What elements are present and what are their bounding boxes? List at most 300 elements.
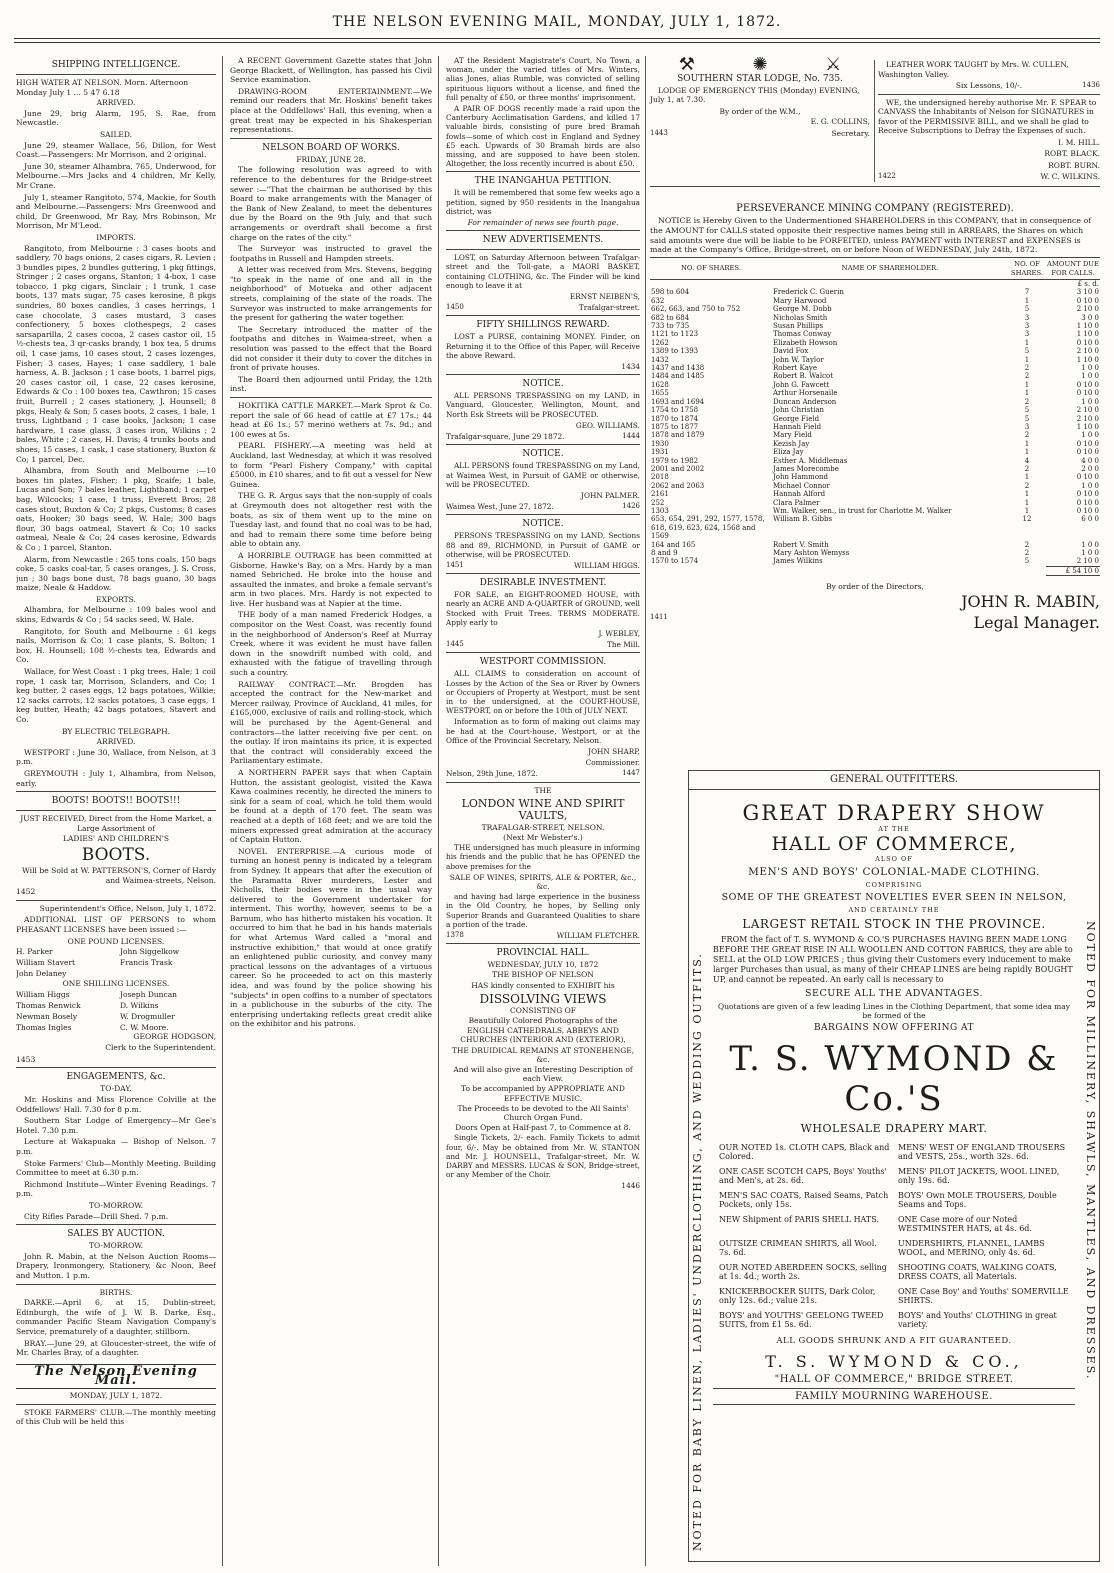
hall-bishop: THE BISHOP OF NELSON: [492, 970, 594, 980]
table-row: [650, 415, 1100, 423]
lost-sig2: Trafalgar-street.: [578, 303, 640, 313]
table-row: [650, 473, 1100, 481]
arrived-label: ARRIVED.: [96, 98, 136, 108]
birth-item: BRAY.—June 29, at Gloucester-street, the wife of Mr. Charles Bray, of a daughter.: [16, 1338, 216, 1358]
share-count: 2: [1024, 540, 1030, 549]
licence-name: H. Parker: [16, 947, 53, 957]
table-header: AMOUNT DUE FOR CALLS.: [1046, 258, 1100, 280]
exports-label: EXPORTS.: [96, 594, 136, 604]
share-count: 7: [1024, 288, 1030, 297]
lodge-order: By order of the W.M.,: [719, 106, 801, 116]
licence-name: D. Wilkins: [120, 1000, 159, 1010]
share-numbers: 733 to 735: [651, 322, 690, 331]
shareholder-name: Duncan Anderson: [773, 397, 837, 406]
dogs-para: A PAIR OF DOGS recently made a raid upon the Canterbury Acclimatisation Gardens, and killed 17 valuable birds, consisting of pure bred Bramah fowls—some of which cost in England and Sydney £5 each. Upwards of 30 Bramah birds are also missing, and are supposed to have been stolen. Altogether, the loss recently incurred is about £50.: [446, 104, 640, 169]
share-numbers: 598 to 604: [651, 288, 690, 297]
table-row: [650, 557, 1100, 566]
colonial-clothing: MEN'S AND BOYS' COLONIAL-MADE CLOTHING.: [748, 866, 1040, 878]
quotations: Quotations are given of a few leading Lines in the Clothing Department, that some idea may be formed of the: [718, 1002, 1070, 1020]
share-count: 3: [1024, 322, 1030, 331]
divider: [446, 171, 640, 172]
sailed-item: June 29, steamer Wallace, 56, Dillon, for West Coast.—Passengers: Mr Morrison, and 2 original.: [16, 140, 216, 160]
bargain-item: ONE Case more of our Noted WESTMINSTER HATS, at 4s. 6d.: [898, 1215, 1032, 1233]
share-numbers: 1930: [651, 439, 669, 448]
hall-music: To be accompanied by APPROPRIATE AND EFFECTIVE MUSIC.: [461, 1084, 625, 1103]
ad-number: 1446: [621, 1181, 640, 1191]
hall-druid: THE DRUIDICAL REMAINS AT STONEHENGE, &c.: [451, 1045, 635, 1064]
divider: [446, 943, 640, 944]
novelties: SOME OF THE GREATEST NOVELTIES EVER SEEN IN NELSON,: [721, 892, 1067, 903]
divider: [16, 900, 216, 901]
amount-due: 0 10 0: [1076, 473, 1099, 482]
shareholder-name: Elizabeth Howson: [773, 338, 838, 347]
shareholder-name: Kezish Jay: [773, 439, 810, 448]
amount-due: 1 0 0: [1081, 431, 1099, 440]
telegraph-item: WESTPORT : June 30, Wallace, from Nelson, at 3 p.m.: [16, 747, 216, 767]
westport-sig2: Commissioner.: [585, 758, 640, 768]
notice-place: Waimea West, June 27, 1872.: [446, 502, 554, 512]
sailed-item: June 30, steamer Alhambra, 765, Underwood, for Melbourne.—Mrs Jacks and 4 children, Mr Kelly, Mr Crane.: [16, 161, 216, 190]
shareholder-table: [650, 257, 1100, 576]
tomorrow-item: City Rifles Parade—Drill Shed. 7 p.m.: [24, 1211, 169, 1221]
masthead-rule-2: [14, 42, 1100, 43]
lodge-sig: E. G. COLLINS,: [810, 117, 870, 126]
amount-due: 1 0 0: [1081, 372, 1099, 381]
bargain-item: BOYS' Own MOLE TROUSERS, Double Seams and Tops.: [898, 1191, 1057, 1209]
compass-icon: ⚒: [678, 54, 695, 75]
licence-sig: GEORGE HODGSON,: [133, 1031, 216, 1041]
amount-due: 1 0 0: [1081, 481, 1099, 490]
imports-item: Alarm, from Newcastle : 265 tons coals, 150 bags coke, 5 casks coal-tar, 5 cases oranges, J. S. Cross, jun ; 30 bags bone dust, 78 bags guano, 30 bags maize, Neale & Haddow.: [16, 554, 216, 593]
table-row: [650, 339, 1100, 347]
hall-proceeds: The Proceeds to be devoted to the All Saints' Church Organ Fund.: [457, 1103, 629, 1123]
high-water: HIGH WATER AT NELSON. Morn. Afternoon: [16, 78, 189, 87]
shareholder-name: Eliza Jay: [773, 448, 804, 457]
drawing-para: DRAWING-ROOM ENTERTAINMENT.—We remind our readers that Mr. Hoskins' benefit takes place at the Oddfellows' Hall, this evening, when a great treat may be expected in his Shakesperian representations.: [230, 86, 432, 135]
share-numbers: 1437 and 1438: [651, 364, 705, 373]
share-count: 2: [1024, 464, 1030, 473]
share-count: 12: [1022, 515, 1032, 524]
notice-text: ALL PERSONS found TRESPASSING on my Land, at Waimea West, in Pursuit of GAME or otherwise, will be PROSECUTED.: [446, 461, 640, 489]
licence-name: Joseph Duncan: [120, 989, 178, 999]
share-count: 3: [1024, 422, 1030, 431]
bargain-item: OUTSIZE CRIMEAN SHIRTS, all Wool. 7s. 6d.: [719, 1239, 877, 1257]
signatory: W. C. WILKINS.: [1040, 172, 1100, 181]
share-numbers: 653, 654, 291, 292, 1577, 1578, 618, 619, 623, 624, 1568 and 1569: [651, 515, 765, 541]
ad-number: 1445: [446, 640, 464, 649]
table-row: [650, 356, 1100, 364]
ad-number: 1444: [622, 432, 640, 441]
ad-number: 1434: [621, 362, 640, 372]
share-count: 2: [1024, 549, 1030, 557]
table-row: [650, 423, 1100, 431]
divider: [16, 1067, 216, 1068]
shareholder-name: Nicholas Smith: [773, 313, 828, 322]
table-row: [650, 490, 1100, 498]
share-count: 2: [1024, 364, 1030, 373]
sailed-item: July 1, steamer Rangitoto, 574, Mackie, for South and Melbourne.—Passengers: Mrs Greenwood and child, Dr Greenwood, Mr Ray, Mrs Robinson, Mr Morrison, Mr M'Leod.: [16, 192, 216, 231]
vaults-text: and having had large experience in the business in the Old Country, he hopes, by Selling only Superior Brands and Guaranteed Qualities to share a portion of the trade.: [446, 892, 640, 929]
swords-icon: ⚔: [825, 54, 842, 75]
amount-due: 0 10 0: [1076, 506, 1099, 515]
divider: [16, 1404, 216, 1405]
table-row: [650, 330, 1100, 338]
share-count: 2: [1024, 431, 1030, 440]
table-header: NO. OF SHARES.: [1008, 258, 1046, 280]
column-divider: [438, 56, 439, 1566]
vaults-sig: WILLIAM FLETCHER.: [556, 931, 640, 941]
bargain-item: MEN'S SAC COATS, Raised Seams, Patch Pockets, only 15s.: [719, 1191, 889, 1209]
shareholder-name: Robert Kaye: [773, 364, 817, 373]
table-row: [650, 406, 1100, 414]
drapery-mart: WHOLESALE DRAPERY MART.: [800, 1122, 988, 1135]
licence-sig2: Clerk to the Superintendent.: [105, 1043, 216, 1053]
mining-notice-text: NOTICE is Hereby Given to the Undermentioned SHAREHOLDERS in this COMPANY, that in consequence of the AMOUNT for CALLS stated opposite their respective names being still in ARREARS, the Shares on which said amounts were due will be liable to be FORFEITED, unless PAYMENT with INTEREST and EXPENSES is made at the Company's Office, Bridge-street, on or before Noon of WEDNESDAY, July 24th, 1872.: [650, 216, 1092, 255]
vaults-title: LONDON WINE AND SPIRIT VAULTS,: [461, 796, 625, 822]
signatory: ROBT. BURN.: [1048, 160, 1100, 170]
divider: [16, 74, 216, 75]
hall-photos: Beautifully Colored Photographs of the: [468, 1016, 618, 1026]
lodge-emblem: [650, 54, 870, 75]
table-row: [650, 297, 1100, 305]
shareholder-name: Hannah Alford: [773, 490, 826, 499]
hall-desc: And will also give an Interesting Description of each View.: [453, 1065, 633, 1084]
notice-sig: JOHN PALMER.: [581, 490, 640, 500]
table-row: [650, 507, 1100, 515]
share-numbers: 662, 663, and 750 to 752: [651, 305, 741, 314]
reward-ad: LOST a PURSE, containing MONEY. Finder, on Returning it to the Office of this Paper, will Receive the above Reward.: [446, 332, 640, 360]
amount-due: 1 0 0: [1081, 540, 1099, 549]
telegraph-arrived: ARRIVED.: [96, 737, 136, 747]
exports-item: Alhambra, for Melbourne : 109 bales wool and skins, Edwards & Co ; 54 sacks seed, W. Hale.: [16, 605, 216, 625]
bargain-item: ONE CASE SCOTCH CAPS, Boys' Youths' and Men's, at 2s. 6d.: [719, 1167, 887, 1185]
table-row: [650, 322, 1100, 330]
amount-due: 0 10 0: [1076, 338, 1099, 347]
outfitters-body: [713, 795, 1075, 1408]
shareholder-name: Hannah Field: [773, 422, 822, 431]
tomorrow-label: TO-MORROW.: [88, 1201, 143, 1210]
leather-ad: LEATHER WORK TAUGHT by Mrs. W. CULLEN, Washington Valley.: [878, 60, 1069, 79]
share-count: 1: [1024, 380, 1030, 389]
ad-number: 1422: [878, 172, 896, 180]
licence-name: John Delaney: [16, 969, 67, 979]
bargain-item: MENS' PILOT JACKETS, WOOL LINED, only 19s. 6d.: [898, 1167, 1060, 1185]
bargain-item: BOYS' and Youths' CLOTHING in great variety.: [898, 1311, 1057, 1329]
shareholder-name: George Field: [773, 414, 820, 423]
total-amount: £ 54 10 0: [1046, 566, 1100, 575]
share-count: 3: [1024, 330, 1030, 339]
divider: [446, 315, 640, 316]
divider: [650, 186, 1100, 187]
share-numbers: 2161: [651, 490, 669, 499]
works-para: The following resolution was agreed to with reference to the debentures for the Bridge-street sewer :—"That the chairman be authorised by this Board to make arrangements with the Manager of the Bank of New Zealand, to meet the debentures due by the Board on the 9th July, and that such arrangements or overdraft shall become a first charge on the rates of the city.": [230, 165, 432, 242]
gazette-para: A RECENT Government Gazette states that John George Blackett, of Wellington, has passed his Civil Service examination.: [230, 56, 432, 85]
amount-due: 0 10 0: [1076, 296, 1099, 305]
ad-number: 1378: [446, 931, 464, 940]
licence-name: C. W. Moore.: [120, 1022, 169, 1032]
boots-sold: Will be Sold at W. PATTERSON'S, Corner of Hardy and Waimea-streets, Nelson.: [21, 865, 216, 885]
vertical-slogan-right: NOTED FOR MILLINERY, SHAWLS, MANTLES, AND DRESSES.: [1084, 921, 1097, 1381]
table-row: [650, 305, 1100, 313]
today-item: Mr. Hoskins and Miss Florence Colville at the Oddfellows' Hall. 7.30 for 8 p.m.: [16, 1095, 216, 1114]
divider: [446, 514, 640, 515]
licence-name: William Stavert: [16, 958, 76, 968]
share-numbers: 2062 and 2063: [651, 481, 705, 490]
licence-name: Newman Bosely: [16, 1011, 78, 1021]
arrived-text: June 29, brig Alarm, 195, S. Rae, from Newcastle.: [16, 108, 216, 128]
vertical-slogan-left: NOTED FOR BABY LINEN, LADIES' UNDERCLOTHING, AND WEDDING OUTFITS.: [691, 952, 704, 1551]
divider: [874, 60, 875, 182]
table-row: [650, 364, 1100, 372]
one-pound-names: [16, 947, 216, 978]
share-numbers: 2001 and 2002: [651, 464, 705, 473]
lost-ad: LOST, on Saturday Afternoon between Trafalgar-street and the Toll-gate, a MAORI BASKET, containing CLOTHING, &c. The Finder will be kind enough to leave it at: [446, 253, 640, 290]
share-numbers: 1931: [651, 448, 669, 457]
largest-stock: LARGEST RETAIL STOCK IN THE PROVINCE.: [742, 917, 1046, 931]
amount-due: 3 0 0: [1081, 313, 1099, 322]
shareholder-name: James Morecombe: [773, 464, 839, 473]
share-count: 1: [1024, 448, 1030, 457]
invest-sig: J. WEBLEY,: [598, 628, 640, 638]
divider: [878, 94, 1100, 95]
bargain-item: SHOOTING COATS, WALKING COATS, DRESS COATS, all Materials.: [898, 1263, 1057, 1281]
shareholder-name: Mary Harwood: [773, 296, 827, 305]
ad-number: 1426: [622, 502, 640, 511]
shareholder-name: Clara Palmer: [773, 498, 820, 507]
column-2: [230, 56, 432, 1566]
wymond-footer: T. S. WYMOND & CO.,: [765, 1352, 1023, 1371]
share-numbers: 252: [651, 498, 665, 507]
licence-name: [120, 969, 216, 978]
share-count: 5: [1024, 557, 1030, 566]
family-mourning: FAMILY MOURNING WAREHOUSE.: [713, 1388, 1075, 1405]
one-pound-label: ONE POUND LICENSES.: [67, 936, 165, 946]
notice-title: NOTICE.: [522, 379, 564, 390]
vaults-sale: SALE OF WINES, SPIRITS, ALE & PORTER, &c., &c.: [449, 872, 637, 891]
table-row: [650, 549, 1100, 557]
westport-title: WESTPORT COMMISSION.: [479, 657, 607, 668]
invest-sig2: The Mill.: [607, 640, 640, 650]
share-count: 2: [1024, 481, 1030, 490]
table-row: [650, 515, 1100, 540]
news-para: THE body of a man named Frederick Hodges, a compositor on the West Coast, was recently found in the neighborhood of Anderson's Reef at Murray Creek, where it was evident he must have fallen down in the snowdrift numbed with cold, and exhausted with the fatigue of travelling through such a country.: [230, 610, 432, 678]
licence-name: W. Drogmuller: [120, 1011, 175, 1021]
amount-due: 0 10 0: [1076, 389, 1099, 398]
table-row: [650, 372, 1100, 380]
divider: [230, 138, 432, 139]
share-count: 1: [1024, 473, 1030, 482]
ad-number: 1452: [16, 887, 36, 897]
hall-tickets: Single Tickets, 2/- each. Family Tickets to admit four, 6/-. May be obtained from Mr. W. STANTON and Mr. J. HOUNSELL, Trafalgar-street, Mr. W. DARBY and MESSRS. LUCAS & SON, Bridge-street, or any Member of the Choir.: [446, 1133, 640, 1180]
telegraph-label: BY ELECTRIC TELEGRAPH.: [61, 726, 171, 736]
share-count: 5: [1024, 414, 1030, 423]
shareholder-name: Thomas Conway: [773, 330, 832, 339]
lost-sig: ERNST NEIBEN'S,: [569, 292, 640, 302]
ad-number: 1447: [622, 769, 640, 778]
share-count: 1: [1024, 355, 1030, 364]
court-para: AT the Resident Magistrate's Court, No Town, a woman, under the varied titles of Mrs. Winters, alias Jones, alias Rumble, was convicted of selling spirituous liquors without a license, and fined the full penalty of £50, or three months' imprisonment.: [446, 56, 640, 102]
shareholder-name: John Hammond: [773, 473, 829, 482]
table-row: [650, 457, 1100, 465]
leather-lessons: Six Lessons, 10/-.: [955, 81, 1023, 90]
share-count: 1: [1024, 338, 1030, 347]
bargain-item: OUR NOTED 1s. CLOTH CAPS, Black and Colored.: [719, 1143, 890, 1161]
hall-title: PROVINCIAL HALL.: [496, 948, 590, 959]
licence-name: John Siggelkow: [120, 947, 180, 957]
shareholder-name: Robert B. Walcot: [773, 372, 834, 381]
share-numbers: 1262: [651, 338, 669, 347]
shareholder-name: Robert V. Smith: [773, 540, 829, 549]
ad-number: 1450: [446, 303, 464, 312]
share-count: 1: [1024, 498, 1030, 507]
amount-due: 3 10 0: [1076, 288, 1099, 297]
masthead: THE NELSON EVENING MAIL, MONDAY, JULY 1, 1872.: [332, 14, 782, 30]
wymond-address: "HALL OF COMMERCE," BRIDGE STREET.: [774, 1374, 1014, 1385]
lodge-title: SOUTHERN STAR LODGE, No. 735.: [677, 73, 843, 84]
share-count: 1: [1024, 439, 1030, 448]
table-row: [650, 499, 1100, 507]
at-the: AT THE: [878, 825, 910, 833]
ad-number: 1411: [650, 613, 668, 622]
shrunk: ALL GOODS SHRUNK AND A FIT GUARANTEED.: [776, 1336, 1012, 1346]
share-count: 5: [1024, 406, 1030, 415]
vaults-the: THE: [534, 785, 552, 795]
imports-label: IMPORTS.: [96, 232, 136, 242]
works-para: The Board then adjourned until Friday, the 12th inst.: [230, 374, 432, 394]
table-row: [650, 541, 1100, 549]
shareholder-name: David Fox: [773, 347, 809, 356]
amount-due: 1 0 0: [1081, 397, 1099, 406]
bargain-item: KNICKERBOCKER SUITS, Dark Color, only 12s. 6d.; value 21s.: [719, 1287, 876, 1305]
works-para: The Secretary introduced the matter of the footpaths and ditches in Waimea-street, when a resolution was passed to the effect that the Board did not consider it their duty to cover the ditches in front of private houses.: [230, 324, 432, 373]
petition-more: For remainder of news see fourth page.: [467, 218, 619, 228]
share-numbers: 1570 to 1574: [651, 557, 699, 566]
works-title: NELSON BOARD OF WORKS.: [262, 142, 400, 153]
table-row: [650, 448, 1100, 456]
amount-due: 1 0 0: [1081, 364, 1099, 373]
invest-text: FOR SALE, an EIGHT-ROOMED HOUSE, with nearly an ACRE AND A-QUARTER of GROUND, well Stocked with Fruit Trees. TERMS MODERATE. Apply early to: [446, 590, 640, 627]
bargains: BARGAINS NOW OFFERING AT: [813, 1023, 975, 1033]
share-numbers: 164 and 165: [651, 540, 696, 549]
imports-item: Alhambra, from South and Melbourne :—10 boxes tin plates, Fisher; 1 pkg, Scaife; 1 bale, Lucas and Son; 7 bales leather, Lightband; 1 carpet bag, Wilcocks; 1 case, 1 truss, Everett Bros; 28 cases stout, Buxton & Co; 2 pkgs, Customs; 8 cases oats, Hooker; 30 bags seed, W. Hale; 300 bags flour, 30 bags oatmeal, Stavert & Co; 10 sacks oatmeal, Neale & Co; 24 cases kerosine, Edwards & Co ; 1 parcel, Stanton.: [16, 466, 216, 552]
share-count: 1: [1024, 296, 1030, 305]
share-count: 1: [1024, 389, 1030, 398]
shareholder-name: George M. Dobb: [773, 305, 832, 314]
boots-title: BOOTS! BOOTS!! BOOTS!!!: [51, 796, 181, 807]
today-label: TO-DAY.: [100, 1084, 132, 1094]
table-row: [650, 440, 1100, 448]
divider: [16, 1224, 216, 1225]
bargain-item: OUR NOTED ABERDEEN SOCKS, selling at 1s. 4d.; worth 2s.: [719, 1263, 887, 1281]
divider: [446, 374, 640, 375]
bargain-item: ONE Case Boy' and Youths' SOMERVILLE SHIRTS.: [898, 1287, 1069, 1305]
amount-due: 4 0 0: [1081, 456, 1099, 465]
hall-doors: Doors Open at Half-past 7, to Commence at 8.: [455, 1123, 631, 1133]
shareholder-name: John G. Fawcett: [773, 380, 830, 389]
amount-due: 2 10 0: [1076, 406, 1099, 415]
table-row: [650, 314, 1100, 322]
amount-due: 2 10 0: [1076, 347, 1099, 356]
westport-text: Information as to form of making out claims may be had at the Court-house, Westport, or at the Office of the Provincial Secretary, Nelson.: [446, 717, 640, 745]
vaults-next: (Next Mr Webster's.): [503, 832, 583, 842]
amount-due: 1 0 0: [1081, 549, 1099, 557]
share-numbers: 1875 to 1877: [651, 422, 699, 431]
news-para: PEARL FISHERY.—A meeting was held at Auckland, last Wednesday, at which it was resolved to form "Pearl Fishery Company," with capital £5000, in £10 shares, and to fit out a vessel for New Guinea.: [230, 441, 432, 489]
wymond-title: T. S. WYMOND & Co.'S: [729, 1039, 1059, 1119]
share-numbers: 1655: [651, 389, 669, 398]
auction-title: SALES BY AUCTION.: [67, 1229, 165, 1240]
vaults-text: THE undersigned has much pleasure in informing his friends and the public that he has OPENED the above premises for the: [446, 843, 640, 871]
notice-title: NOTICE.: [522, 519, 564, 530]
news-para: NOVEL ENTERPRISE.—A curious mode of turning an honest penny is indicated by a telegram from Sydney. It appears that after the execution of the Paramatta River murderers, Lester and Nicholls, their bodies were in the usual way delivered to the Government undertaker for interment. This worthy, however, seems to be a Barnum, who has hitherto mistaken his vocation. It occurred to him that he bad in his hands materials for what Artemus Ward called a "moral and instructive exhibition," that would at once gratify an enlightened public curiosity, and convey many practical lessons on the advantages of a virtuous career. So he proceeded to act on this masterly idea, and was found by the police showing his "subjects" in open coffins to a number of spectators in a publichouse in the suburbs of the city. The enterprising undertaking reflects great credit alike on the exhibitor and his patrons.: [230, 846, 432, 1029]
share-numbers: 8 and 9: [651, 549, 678, 557]
table-row: [650, 398, 1100, 406]
invest-title: DESIRABLE INVESTMENT.: [479, 578, 607, 589]
reward-title: FIFTY SHILLINGS REWARD.: [476, 320, 610, 331]
table-header: NO. OF SHARES.: [650, 258, 772, 280]
births-label: BIRTHS.: [99, 1287, 133, 1297]
lodge-ad: [650, 54, 870, 182]
works-para: The Surveyor was instructed to gravel the footpaths in Russell and Hampden streets.: [230, 244, 432, 263]
westport-sig: JOHN SHARP,: [588, 746, 640, 756]
ad-number: 1453: [16, 1054, 36, 1064]
table-header: NAME OF SHAREHOLDER.: [772, 258, 1008, 280]
one-shilling-names: [16, 990, 216, 1032]
amount-due: 2 10 0: [1076, 305, 1099, 314]
vaults-addr: TRAFALGAR-STREET, NELSON.: [481, 822, 605, 832]
divider: [446, 230, 640, 231]
lodge-sig2: Secretary.: [831, 128, 870, 138]
new-ads-title: NEW ADVERTISEMENTS.: [482, 235, 604, 246]
table-row: [650, 381, 1100, 389]
hall-consented: HAS kindly consented to EXHIBIT his: [471, 980, 615, 990]
currency-label: £ s. d.: [1077, 280, 1099, 288]
share-numbers: 1389 to 1393: [651, 347, 699, 356]
amount-due: 2 10 0: [1076, 414, 1099, 423]
table-row: [650, 465, 1100, 473]
shareholder-name: Mary Field: [773, 431, 812, 440]
signatory: ROBT. BLACK.: [1044, 149, 1100, 158]
licence-name: Thomas Renwick: [16, 1000, 81, 1010]
divider: [446, 782, 640, 783]
licence-name: Francis Trask: [120, 958, 173, 968]
drapery-show: GREAT DRAPERY SHOW: [742, 801, 1046, 825]
auction-tomorrow: TO-MORROW.: [88, 1241, 143, 1251]
mining-order: By order of the Directors,: [826, 582, 924, 592]
table-row: [650, 482, 1100, 490]
amount-due: 2 10 0: [1076, 557, 1099, 566]
shareholder-name: John Christian: [773, 406, 825, 415]
share-numbers: 1693 and 1694: [651, 397, 705, 406]
shareholder-name: John W. Taylor: [773, 355, 824, 364]
share-numbers: 1979 to 1982: [651, 456, 699, 465]
telegraph-item: GREYMOUTH : July 1, Alhambra, from Nelson, early.: [16, 768, 216, 788]
divider: [446, 249, 640, 250]
notice-title: NOTICE.: [522, 449, 564, 460]
hall-cathedrals: ENGLISH CATHEDRALS, ABBEYS AND CHURCHES (INTERIOR AND (EXTERIOR),: [460, 1026, 626, 1045]
mining-notice: [650, 200, 1100, 760]
outfitters-header: GENERAL OUTFITTERS.: [689, 771, 1099, 790]
shareholder-name: William B. Gibbs: [773, 515, 833, 524]
birth-item: DARKE.—April 6, at 15, Dublin-street, Edinburgh, the wife of J. W. B. Darke, Esq., commander Pacific Steam Navigation Company's Service, prematurely of a daughter, stillborn.: [16, 1298, 216, 1336]
exports-item: Wallace, for West Coast : 1 pkg trees, Hale; 1 coil rope, 1 cask tar, Morrison, Sclanders, and Co; 1 keg butter, 2 cases eggs, 12 bags potatoes, Wilkie; 12 sacks carrots, 12 sacks potatoes, 3 case eggs, 1 keg butter, Heath; 42 bags potatoes, Stavert and Co.: [16, 667, 216, 724]
amount-due: 0 10 0: [1076, 439, 1099, 448]
shareholder-name: Wm. Walker, sen., in trust for Charlotte M. Walker: [773, 506, 952, 515]
sailed-label: SAILED.: [99, 129, 133, 139]
share-count: 5: [1024, 305, 1030, 314]
permissive-ad: WE, the undersigned hereby authorise Mr. F. SPEAR to CANVASS the Inhabitants of Nelson for SIGNATURES in favor of the PERMISSIVE BILL, and we shall be glad to Receive Subscriptions to Defray the Expenses of such.: [878, 97, 1097, 135]
table-row: [650, 389, 1100, 397]
